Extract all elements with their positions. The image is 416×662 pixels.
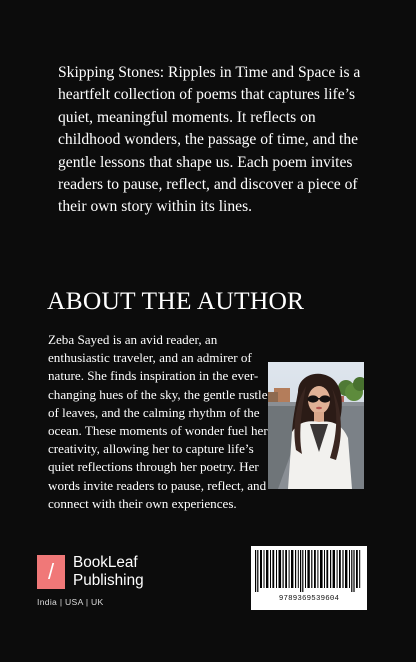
book-blurb: Skipping Stones: Ripples in Time and Space is a heartfelt collection of poems that captures life’s quiet, meaningful moments. It reflects on childhood wonders, the passage of time, and the gentle lessons that shape us. Each poem invites readers to pause, reflect, and discover a piece of their own story within its lines. bbox=[58, 64, 361, 216]
barcode-bars bbox=[251, 546, 367, 596]
publisher-regions: India | USA | UK bbox=[37, 597, 104, 607]
author-photo bbox=[268, 362, 364, 489]
publisher-logo bbox=[37, 555, 177, 610]
author-bio: Zeba Sayed is an avid reader, an enthusiastic traveler, and an admirer of nature. She finds inspiration in the ever-changing hues of the sky, the gentle rustle of leaves, and the calming rhythm of the ocean. These moments of wonder fuel her creativity, allowing her to capture life’s quiet reflections through her poetry. Her words invite readers to pause, reflect, and connect with their own experiences. bbox=[48, 332, 268, 511]
author-photo-image bbox=[268, 362, 364, 489]
publisher-name-line2: Publishing bbox=[73, 572, 144, 589]
isbn-barcode bbox=[251, 546, 367, 610]
publisher-name bbox=[73, 554, 144, 590]
publisher-name-line1: BookLeaf bbox=[73, 554, 138, 571]
isbn-number: 9789369539604 bbox=[278, 595, 340, 603]
publisher-logo-slash: / bbox=[47, 559, 55, 584]
about-author-heading: ABOUT THE AUTHOR bbox=[47, 286, 305, 315]
